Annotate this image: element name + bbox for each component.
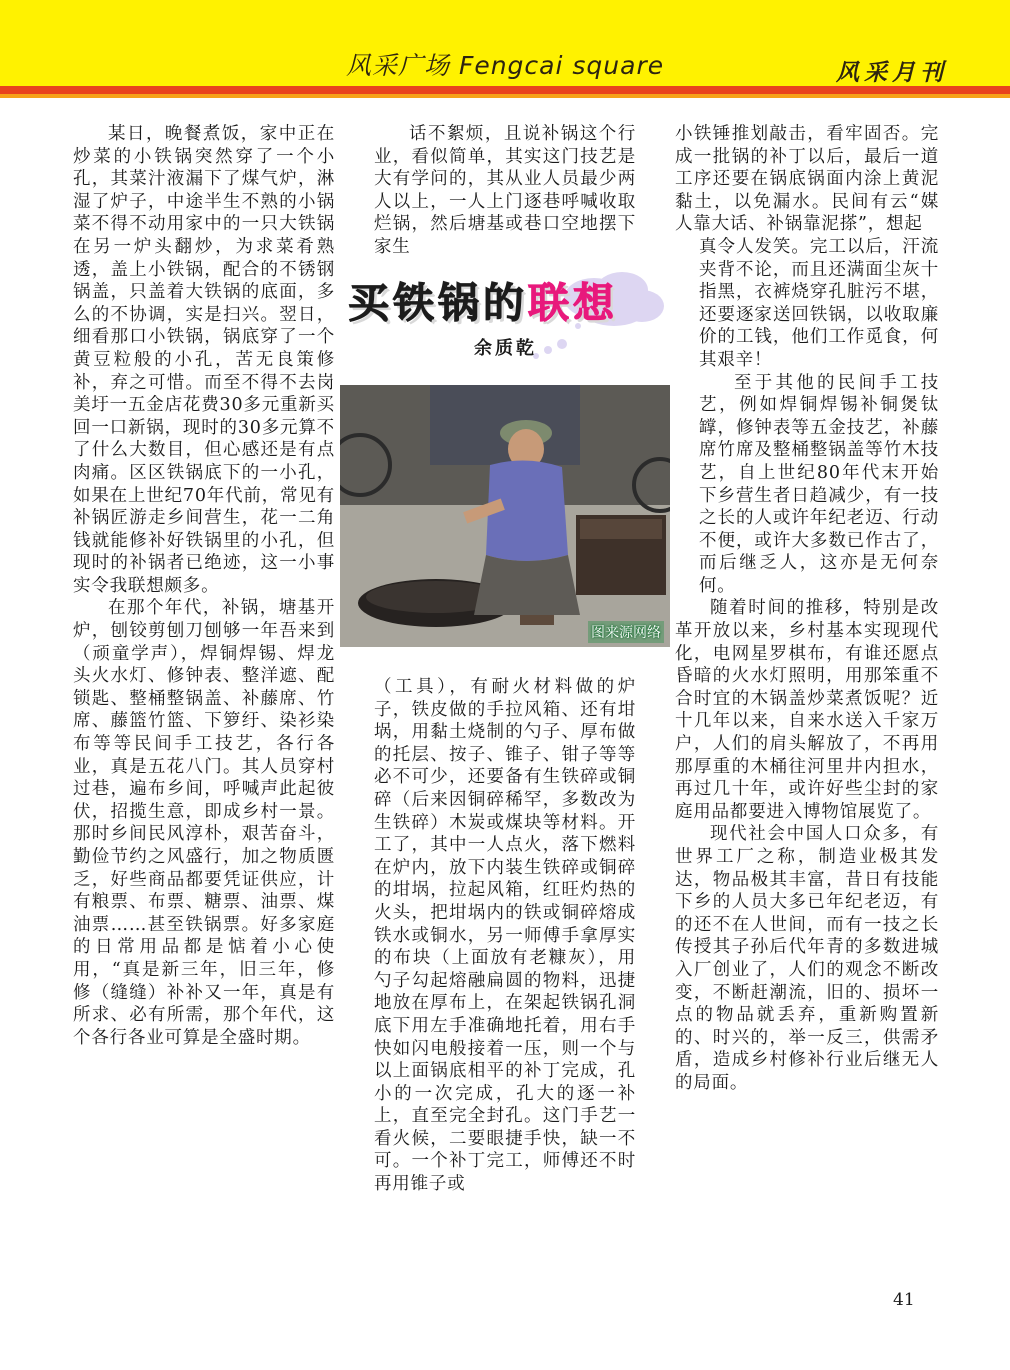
text-wrap-region — [675, 236, 939, 598]
paragraph: 在那个年代，补锅，塘基开炉，刨铰剪刨刀刨够一年吾来到（顽童学声），焊铜焊锡、焊龙头火水灯、修钟表、整洋遮、配锁匙、整桶整锅盖、补藤席、竹席、藤篮竹篮、下箩纡、染衫染布等等民间手工技艺，各行各业，真是五花八门。其人员穿村过巷，遍布乡间，呼喊声此起彼伏，招揽生意，即成乡村一景。那时乡间民风淳朴，艰苦奋斗，勤俭节约之风盛行，加之物质匮乏，好些商品都要凭证供应，计有粮票、布票、糖票、油票、煤油票……甚至铁锅票。好多家庭的日常用品都是惦着小心使用，“真是新三年，旧三年，修修（缝缝）补补又一年，真是有所求、必有所需，那个年代，这个各行各业可算是全盛时期。 — [73, 598, 335, 1048]
photo-credit: 图来源网络 — [588, 621, 664, 643]
paragraph: 现代社会中国人口众多，有世界工厂之称，制造业极其发达，物品极其丰富，昔日有技能下乡的人员大多已年纪老迈，有的还不在人世间，而有一技之长传授其子孙后代年青的多数进城入厂创业了，人们的观念不断改变，不断赶潮流，旧的、损坏一点的物品就丢弃，重新购置新的、时兴的，举一反三，供需矛盾，造成乡村修补行业后继无人的局面。 — [675, 824, 939, 1093]
header-stripe-orange — [0, 94, 1010, 98]
section-title: 风采广场 Fengcai square — [346, 51, 665, 80]
paragraph: 至于其他的民间手工技艺，例如焊铜焊锡补铜煲钛罉，修钟表等五金技艺，补藤席竹席及整桶整锅盖等竹木技艺，自上世纪80年代末开始下乡营生者日趋减少，有一技之长的人或许年纪老迈、行动不便，或许大多数已作古了，而后继乏人，这亦是无何奈何。 — [699, 372, 939, 596]
paragraph: 话不絮烦，且说补锅这个行业，看似简单，其实这门技艺是大有学问的，其从业人员最少两人以上，一人上门逐巷呼喊收取烂锅，然后塘基或巷口空地摆下家生 — [374, 124, 636, 257]
page-number: 41 — [893, 1290, 915, 1310]
article-column-2-bottom — [374, 676, 636, 1196]
pot-mender-photo — [340, 385, 670, 647]
article-column-2-top — [374, 123, 636, 259]
title-highlight: 联想 — [528, 279, 618, 327]
article-column-1 — [73, 123, 335, 1049]
header-stripe-red — [0, 86, 1010, 94]
magazine-name: 风采月刊 — [836, 59, 948, 86]
article-title — [348, 270, 618, 329]
paragraph: 小铁锤推划敲击，看牢固否。完成一批锅的补丁以后，最后一道工序还要在锅底锅面内涂上黄泥黏土，以免漏水。民间有云“媒人靠大话、补锅靠泥搽”，想起 — [675, 124, 939, 235]
paragraph: 随着时间的推移，特别是改革开放以来，乡村基本实现现代化，电网星罗棋布，有谁还愿点昏暗的火水灯照明，用那笨重不合时宜的木锅盖炒菜煮饭呢？近十几年以来，自来水送入千家万户，人们的肩头解放了，不再用那厚重的木桶往河里井内担水，再过几十年，或许好些尘封的家庭用品都要进入博物馆展览了。 — [675, 598, 939, 822]
author-name: 余质乾 — [474, 338, 537, 359]
paragraph: 某日，晚餐煮饭，家中正在炒菜的小铁锅突然穿了一个小孔，其菜汁液漏下了煤气炉，淋湿了炉子，中途半生不熟的小锅菜不得不动用家中的一只大铁锅在另一炉头翻炒，为求菜肴熟透，盖上小铁锅，配合的不锈钢锅盖，只盖着大铁锅的底面，多么的不协调，实是扫兴。翌日，细看那口小铁锅，锅底穿了一个黄豆粒般的小孔，苦无良策修补，弃之可惜。而至不得不去岗美圩一五金店花费30多元重新买回一口新锅，现时的30多元算不了什么大数目，但心感还是有点肉痛。区区铁锅底下的一小孔，如果在上世纪70年代前，常见有补锅匠游走乡间营生，花一二角钱就能修补好铁锅里的小孔，但现时的补锅者已绝迹，这一小事实令我联想颇多。 — [73, 124, 335, 596]
article-column-3 — [675, 123, 939, 1095]
article-photo — [340, 385, 670, 647]
title-main: 买铁锅的 — [348, 279, 528, 327]
paragraph: 真令人发笑。完工以后，汗流夹背不论，而且还满面尘灰十指黑，衣裤烧穿孔脏污不堪，还要逐家送回铁锅，以收取廉价的工钱，他们工作觅食，何其艰辛！ — [699, 236, 939, 370]
paragraph: （工具），有耐火材料做的炉子，铁皮做的手拉风箱、还有坩埚，用黏土烧制的勺子、厚布做的托层、按子、锥子、钳子等等必不可少，还要备有生铁碎或铜碎（后来因铜碎稀罕，多数改为生铁碎）木炭或煤块等材料。开工了，其中一人点火，落下燃料在炉内，放下内装生铁碎或铜碎的坩埚，拉起风箱，红旺灼热的火头，把坩埚内的铁或铜碎熔成铁水或铜水，另一师傅手拿厚实的布块（上面放有老糠灰），用勺子勾起熔融扁圆的物料，迅捷地放在厚布上，在架起铁锅孔洞底下用左手准确地托着，用右手快如闪电般接着一压，则一个与以上面锅底相平的补丁完成，孔小的一次完成，孔大的逐一补上，直至完全封孔。这门手艺一看火候，二要眼捷手快，缺一不可。一个补丁完工，师傅还不时再用锥子或 — [374, 677, 636, 1195]
